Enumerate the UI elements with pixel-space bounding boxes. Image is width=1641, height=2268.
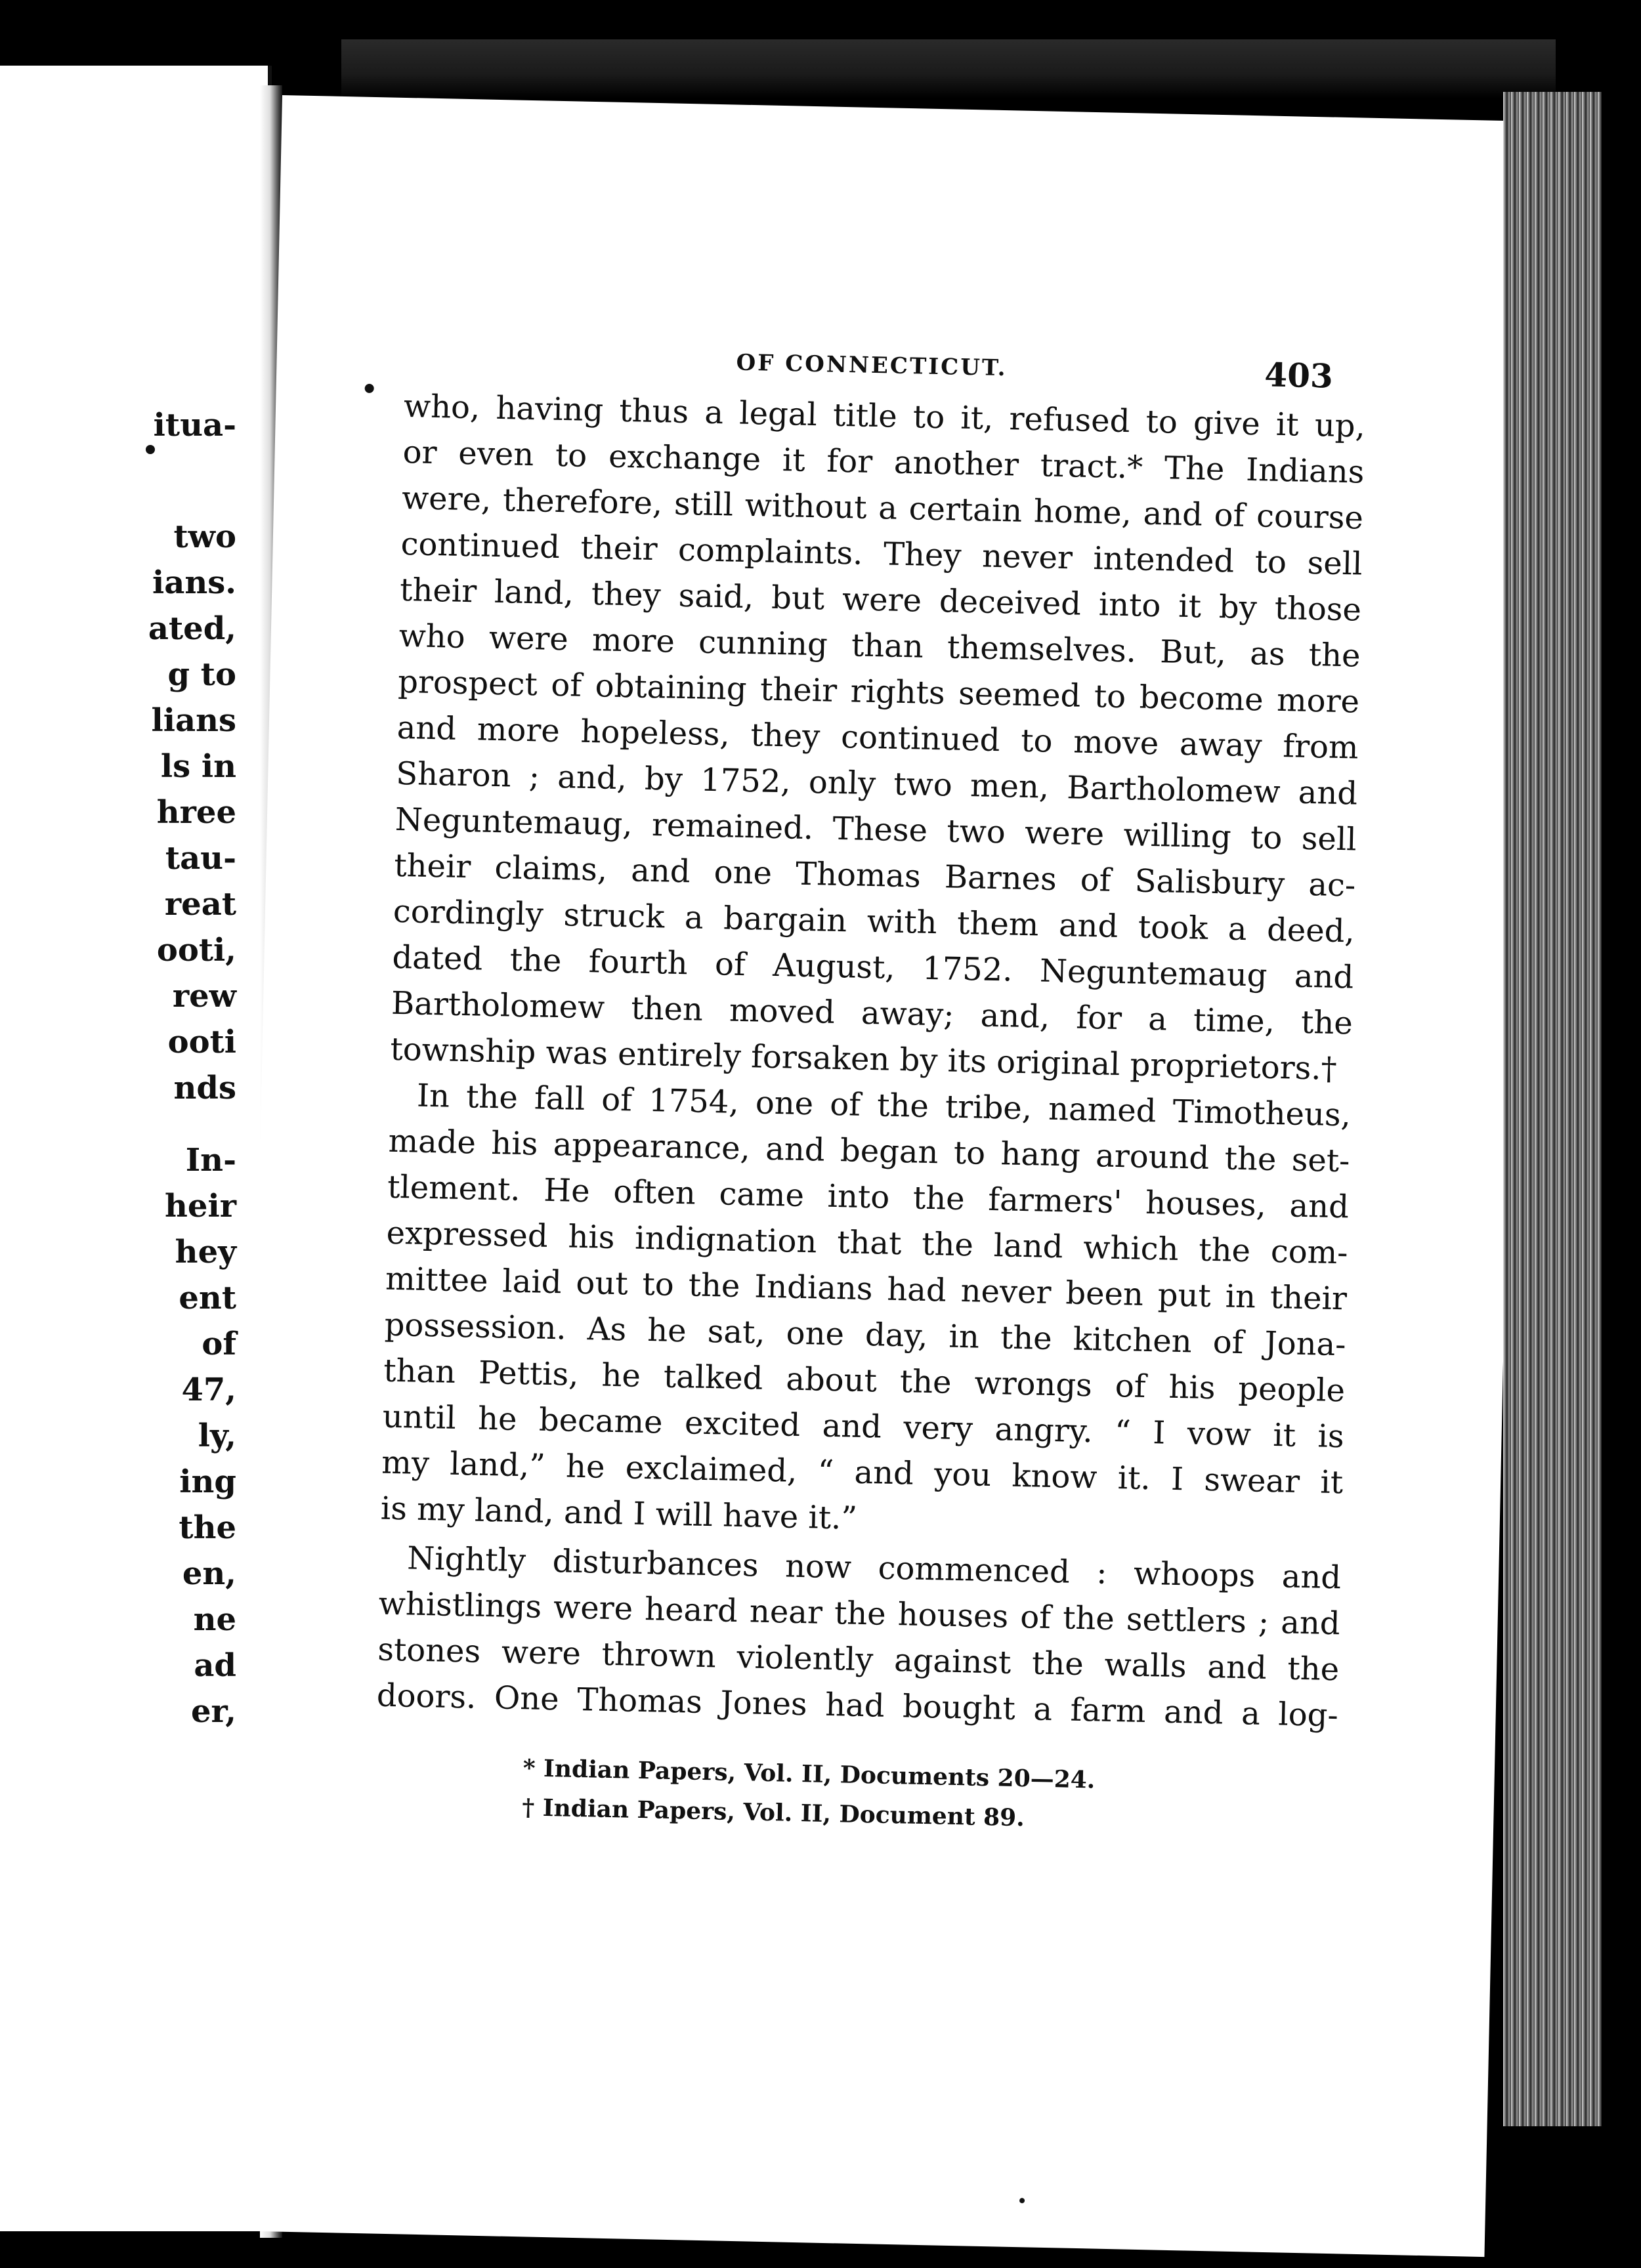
footnote: † Indian Papers, Vol. II, Document 89. (521, 1794, 1025, 1832)
left-page-line: itua- (153, 407, 236, 444)
ink-speck (1019, 2198, 1025, 2203)
ink-speck (146, 445, 155, 454)
book-page-edges (1503, 92, 1615, 2126)
text-line: prospect of obtaining their rights seemed to become more (397, 663, 1360, 721)
text-line: tlement. He often came into the farmers' houses, and (387, 1168, 1350, 1226)
text-line: Neguntemaug, remained. These two were willing to sell (394, 801, 1357, 858)
left-page-line: hey (175, 1234, 236, 1270)
text-line: Sharon ; and, by 1752, only two men, Bartholomew and (395, 755, 1358, 812)
text-line: mittee laid out to the Indians had never been put in their (385, 1260, 1348, 1318)
left-page-line: two (173, 518, 236, 555)
left-page-line: reat (164, 886, 236, 923)
text-line: expressed his indignation that the land which the com- (386, 1214, 1348, 1272)
left-page-line: of (202, 1326, 236, 1362)
left-page-line: ians. (152, 564, 236, 601)
text-line: their claims, and one Thomas Barnes of Salisbury ac- (393, 847, 1356, 904)
left-page-line: heir (165, 1188, 236, 1225)
text-line: cordingly struck a bargain with them and took a deed, (393, 892, 1355, 950)
text-line: Bartholomew then moved away; and, for a time, the (391, 984, 1353, 1042)
text-line: possession. As he sat, one day, in the kitchen of Jona- (384, 1306, 1347, 1364)
left-page-line: rew (172, 978, 236, 1015)
text-line: than Pettis, he talked about the wrongs of his people (383, 1352, 1346, 1410)
text-line: who were more cunning than themselves. But, as the (398, 617, 1361, 675)
text-line: and more hopeless, they continued to move away from (396, 709, 1359, 766)
left-page-line: ad (194, 1647, 236, 1684)
left-page-line: ly, (198, 1418, 236, 1454)
left-page-line: the (179, 1509, 236, 1546)
text-line: township was entirely forsaken by its original proprietors.† (390, 1030, 1338, 1087)
text-line: or even to exchange it for another tract.* The Indians (402, 433, 1365, 491)
text-line: were, therefore, still without a certain home, and of course (401, 479, 1364, 537)
running-head: OF CONNECTICUT. (736, 349, 1008, 382)
left-page-line: 47, (181, 1372, 236, 1408)
text-line: continued their complaints. They never intended to sell (400, 525, 1363, 583)
left-page-line: ent (179, 1280, 236, 1316)
left-page-line: lians (151, 702, 236, 739)
text-line: In the fall of 1754, one of the tribe, named Timotheus, (416, 1077, 1352, 1134)
text-line: doors. One Thomas Jones had bought a farm and a log- (376, 1677, 1339, 1734)
left-page-line: nds (173, 1070, 236, 1106)
left-page-line: ing (179, 1463, 236, 1500)
text-line: their land, they said, but were deceived into it by those (399, 571, 1362, 629)
left-page-line: g to (167, 656, 236, 693)
left-page-line: ated, (148, 610, 236, 647)
left-page-line: er, (190, 1693, 236, 1730)
text-line: my land,” he exclaimed, “ and you know it. I swear it (381, 1444, 1344, 1502)
ink-speck (365, 384, 374, 393)
text-line: stones were thrown violently against the walls and the (377, 1631, 1340, 1689)
left-page-line: ls in (160, 748, 236, 785)
left-page-line: en, (182, 1555, 236, 1592)
book-edge-shadow (1602, 79, 1641, 2179)
text-line: until he became excited and very angry. “ I vow it is (382, 1398, 1345, 1456)
left-page-line: ooti, (156, 932, 236, 969)
text-line: made his appearance, and began to hang around the set- (388, 1122, 1350, 1180)
left-page (0, 66, 272, 2231)
left-page-line: hree (156, 794, 236, 831)
text-line: who, having thus a legal title to it, refused to give it up, (403, 387, 1366, 445)
left-page-line: In- (185, 1142, 236, 1179)
book-top-edge (341, 39, 1556, 98)
text-line: Nightly disturbances now commenced : whoops and (406, 1540, 1342, 1597)
text-line: dated the fourth of August, 1752. Neguntemaug and (391, 938, 1354, 996)
text-line: whistlings were heard near the houses of the settlers ; and (378, 1585, 1341, 1643)
right-page (238, 95, 1529, 2257)
text-line: is my land, and I will have it.” (380, 1490, 858, 1537)
left-page-line: ne (193, 1601, 236, 1638)
left-page-line: tau- (165, 840, 236, 877)
left-page-line: ooti (167, 1024, 236, 1060)
footnote: * Indian Papers, Vol. II, Documents 20—24. (522, 1754, 1096, 1794)
page-number: 403 (1264, 355, 1334, 396)
